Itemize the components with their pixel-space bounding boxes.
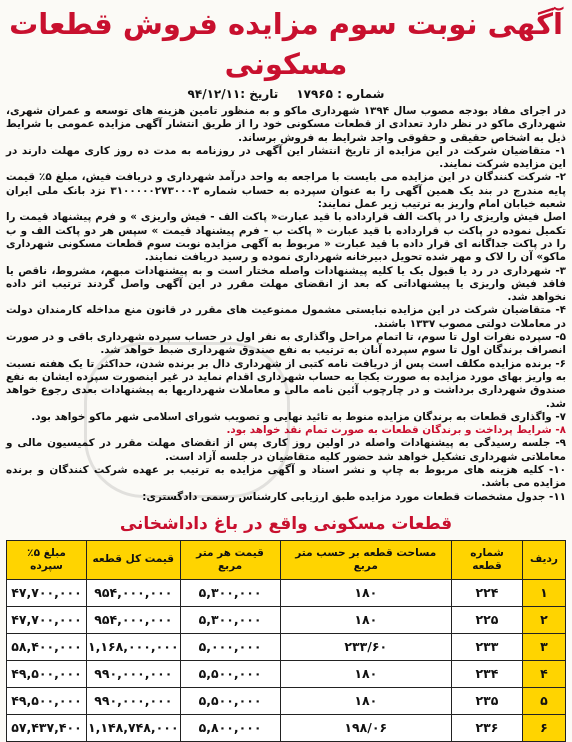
cell-row-number: ۲ bbox=[523, 606, 566, 633]
plots-table bbox=[6, 540, 566, 742]
cell-total-price: ۹۹۰,۰۰۰,۰۰۰ bbox=[87, 660, 181, 687]
cell-price-per-meter: ۵,۳۰۰,۰۰۰ bbox=[180, 606, 280, 633]
clause-11: ۱۱- جدول مشخصات قطعات مورد مزایده طبق ارزیابی کارشناس رسمی دادگستری: bbox=[142, 490, 566, 503]
clause-10: ۱۰- کلیه هزینه های مربوط به چاپ و نشر اسناد و آگهی مزایده به ترتیب بر عهده شرکت کنندگان و برنده مزایده می باشد. bbox=[6, 464, 566, 490]
cell-area: ۱۸۰ bbox=[280, 687, 451, 714]
header-plot-number: شماره قطعه bbox=[452, 540, 523, 579]
cell-total-price: ۹۵۴,۰۰۰,۰۰۰ bbox=[87, 579, 181, 606]
cell-row-number: ۴ bbox=[523, 660, 566, 687]
clause-4: ۴- متقاضیان شرکت در این مزایده نبایستی مشمول ممنوعیت های مقرر در قانون منع مداخله کارمندان دولت در معاملات دولتی مصوب ۱۳۳۷ باشند. bbox=[6, 304, 566, 330]
cell-plot-number: ۲۳۴ bbox=[452, 660, 523, 687]
cell-deposit: ۴۷,۷۰۰,۰۰۰ bbox=[7, 579, 87, 606]
cell-deposit: ۵۷,۴۳۷,۴۰۰ bbox=[7, 714, 87, 741]
cell-area: ۲۳۳/۶۰ bbox=[280, 633, 451, 660]
cell-price-per-meter: ۵,۵۰۰,۰۰۰ bbox=[180, 660, 280, 687]
notice-title: آگهی نوبت سوم مزایده فروش قطعات مسکونی bbox=[9, 7, 563, 81]
clause-5: ۵- سپرده نفرات اول تا سوم، تا اتمام مراحل واگذاری به نفر اول در حساب سپرده شهرداری باقی و در صورت انصراف برندگان اول تا سوم سپرده آنان به ترتیب به نفع صندوق شهرداری ضبط خواهد شد. bbox=[6, 331, 566, 357]
cell-total-price: ۱,۱۶۸,۰۰۰,۰۰۰ bbox=[87, 633, 181, 660]
cell-price-per-meter: ۵,۰۰۰,۰۰۰ bbox=[180, 633, 280, 660]
cell-total-price: ۹۹۰,۰۰۰,۰۰۰ bbox=[87, 687, 181, 714]
table-row bbox=[7, 687, 566, 714]
clause-9: ۹- جلسه رسیدگی به پیشنهادات واصله در اولین روز کاری پس از انقضای مهلت مقرر در کمیسیون مالی و معاملاتی شهرداری تشکیل خواهد شد حضور کلیه متقاضیان در جلسه آزاد است. bbox=[6, 437, 566, 463]
cell-area: ۱۸۰ bbox=[280, 606, 451, 633]
cell-price-per-meter: ۵,۵۰۰,۰۰۰ bbox=[180, 687, 280, 714]
notice-number: شماره : ۱۷۹۶۵ bbox=[296, 87, 385, 101]
cell-deposit: ۴۷,۷۰۰,۰۰۰ bbox=[7, 606, 87, 633]
intro-paragraph: در اجرای مفاد بودجه مصوب سال ۱۳۹۴ شهرداری ماکو و به منظور تامین هزینه های توسعه و عمران شهری، شهرداری ماکو در نظر دارد تعدادی از قطعات مسکونی خود را از طریق انتشار آگهی مزایده عمومی با شرایط ذیل به اشخاص حقیقی و حقوقی واجد شرایط به فروش برساند. bbox=[6, 105, 566, 144]
clause-8: ۸- شرایط پرداخت و برندگان قطعات به صورت تمام نقد خواهد بود. bbox=[226, 424, 566, 437]
table-row bbox=[7, 579, 566, 606]
cell-area: ۱۸۰ bbox=[280, 579, 451, 606]
cut-off-footer-text bbox=[0, 722, 572, 734]
cell-deposit: ۴۹,۵۰۰,۰۰۰ bbox=[7, 687, 87, 714]
table-title: قطعات مسکونی واقع در باغ داداشخانی bbox=[119, 513, 453, 534]
cell-deposit: ۴۹,۵۰۰,۰۰۰ bbox=[7, 660, 87, 687]
header-row-number: ردیف bbox=[523, 540, 566, 579]
clause-2-envelopes: اصل فیش واریزی را در پاکت الف قرارداده با قید عبارت« پاکت الف - فیش واریزی » و فرم پیشنهاد قیمت را تکمیل نموده در پاکت ب قرارداده با قید عبارت « پاکت ب - فرم پیشنهاد قیمت » سپس هر دو پاکت الف و ب را در پاکت جداگانه ای قرار داده با قید عبارت « مربوط به آگهی مزایده نوبت سوم قطعات مسکونی شهرداری ماکو» آن را لاک و مهر شده تحویل دبیرخانه شهرداری نموده و رسید دریافت نمایند. bbox=[6, 211, 566, 264]
header-area: مساحت قطعه بر حسب متر مربع bbox=[280, 540, 451, 579]
clause-2: ۲- شرکت کنندگان در این مزایده می بایست با مراجعه به واحد درآمد شهرداری و دریافت فیش، مبلغ ۵٪ قیمت پایه مندرج در بند یک همین آگهی را به عنوان سپرده به حساب شماره ۳۱۰۰۰۰۰۲۷۳۰۰۰۳ نزد بانک ملی ایران شعبه خیابان امام واریز به ترتیب زیر عمل نمایند: bbox=[6, 171, 567, 211]
notice-page bbox=[0, 4, 572, 734]
clause-3: ۳- شهرداری در رد یا قبول یک یا کلیه پیشنهادات واصله مختار است و به پیشنهادات مبهم، مشروط، ناقص یا فاقد فیش واریزی یا پیشنهاداتی که بعد از انقضای مهلت مقرر در این آگهی واصل گردند ترتیب اثر داده نخواهد شد. bbox=[6, 264, 566, 304]
cell-row-number: ۶ bbox=[523, 714, 566, 741]
clause-1: ۱- متقاضیان شرکت در این مزایده از تاریخ انتشار این آگهی در روزنامه به مدت ده روز کاری مهلت دارند در این مزایده شرکت نمایند. bbox=[6, 144, 566, 171]
cell-area: ۱۹۸/۰۶ bbox=[280, 714, 451, 741]
cell-deposit: ۵۸,۴۰۰,۰۰۰ bbox=[7, 633, 87, 660]
cell-row-number: ۱ bbox=[523, 579, 566, 606]
cell-row-number: ۳ bbox=[523, 633, 566, 660]
cell-plot-number: ۲۲۴ bbox=[452, 579, 523, 606]
notice-meta bbox=[6, 85, 566, 103]
cell-price-per-meter: ۵,۸۰۰,۰۰۰ bbox=[180, 714, 280, 741]
clause-6: ۶- برنده مزایده مکلف است پس از دریافت نامه کتبی از شهرداری دال بر برنده شدن، حداکثر تا یک هفته نسبت به واریز بهای مورد مزایده به صورت یکجا به حساب شهرداری اقدام نماید در غیر اینصورت سپرده ایشان به نفع صندوق شهرداری برداشت و در چارچوب آئین نامه مالی و معاملات شهرداریها به پیشنهادات بعدی رجوع خواهد شد. bbox=[6, 357, 566, 410]
cell-row-number: ۵ bbox=[523, 687, 566, 714]
header-total-price: قیمت کل قطعه bbox=[87, 540, 181, 579]
table-header-row bbox=[7, 540, 566, 579]
cell-plot-number: ۲۳۵ bbox=[452, 687, 523, 714]
cell-price-per-meter: ۵,۳۰۰,۰۰۰ bbox=[180, 579, 280, 606]
notice-date: تاریخ :۹۴/۱۲/۱۱ bbox=[187, 87, 279, 101]
cell-total-price: ۹۵۴,۰۰۰,۰۰۰ bbox=[87, 606, 181, 633]
table-row bbox=[7, 633, 566, 660]
header-deposit: مبلغ ۵٪ سپرده bbox=[7, 540, 87, 579]
cell-plot-number: ۲۳۶ bbox=[452, 714, 523, 741]
cell-total-price: ۱,۱۴۸,۷۴۸,۰۰۰ bbox=[87, 714, 181, 741]
watermark-logo bbox=[84, 342, 290, 498]
table-row bbox=[7, 660, 566, 687]
cell-plot-number: ۲۳۳ bbox=[452, 633, 523, 660]
cell-area: ۱۸۰ bbox=[280, 660, 451, 687]
clause-7: ۷- واگذاری قطعات به برندگان مزایده منوط به تائید نهایی و تصویب شورای اسلامی شهر ماکو خواهد بود. bbox=[31, 410, 566, 423]
table-row bbox=[7, 606, 566, 633]
header-price-per-meter: قیمت هر متر مربع bbox=[180, 540, 280, 579]
cell-plot-number: ۲۲۵ bbox=[452, 606, 523, 633]
